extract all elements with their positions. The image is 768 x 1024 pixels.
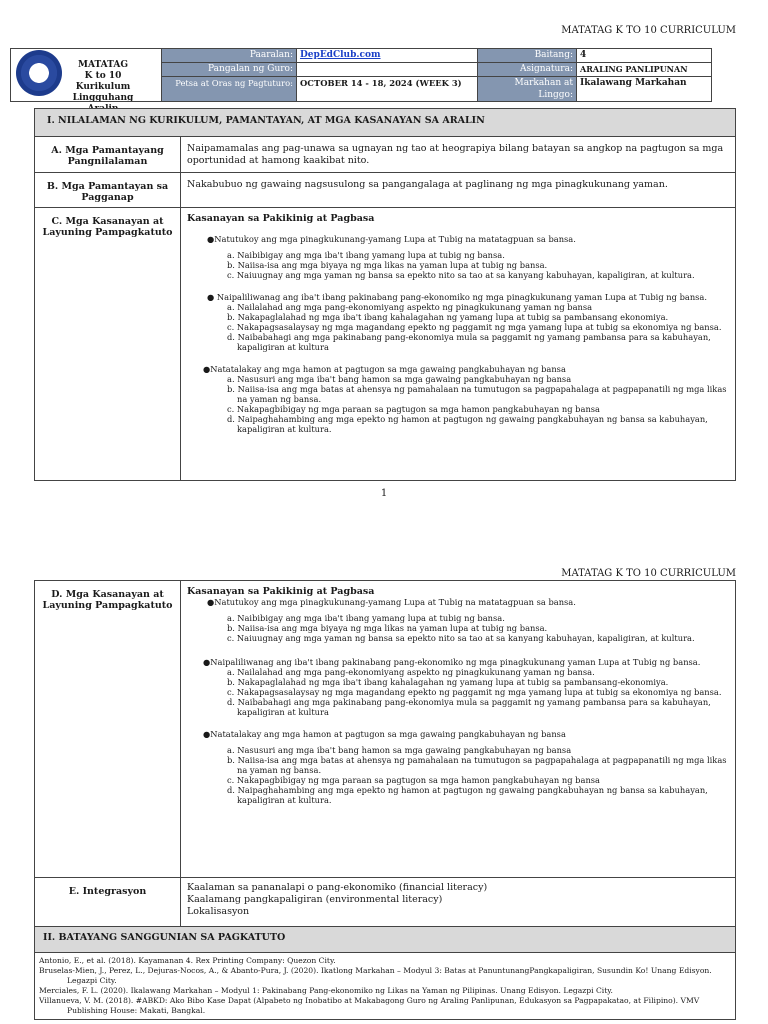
list-item: Kaalaman sa pananalapi o pang-ekonomiko (financial literacy) bbox=[187, 882, 488, 893]
list-item: Bruselas-Mien, J., Perez, L., Dejuras-Nocos, A., & Abanto-Pura, J. (2020). Ikatlong Markahan – Modyul 3: Batas at PanuntunangPangkapaligiran, Susundin Ko! Unang Edisyon. Legazpi City. bbox=[39, 966, 712, 985]
logo-line: K to 10 Kurikulum bbox=[75, 71, 131, 92]
section-1-heading: I. NILALAMAN NG KURIKULUM, PAMANTAYAN, AT MGA KASANAYAN SA ARALIN bbox=[34, 108, 736, 137]
references-list bbox=[34, 953, 736, 1020]
row-label: E. Integrasyon bbox=[35, 878, 181, 926]
list-item: Kaalamang pangkapaligiran (environmental literacy) bbox=[187, 894, 443, 905]
list-item: Lokalisasyon bbox=[187, 906, 250, 917]
row-value: Nakabubuo ng gawaing nagsusulong sa pangangalaga at paglinang ng mga pinagkukunang yaman. bbox=[187, 179, 668, 190]
section-2-heading: II. BATAYANG SANGGUNIAN SA PAGKATUTO bbox=[34, 927, 736, 953]
subject-value: ARALING PANLIPUNAN bbox=[577, 63, 712, 77]
list-item: d. Naipaghahambing ang mga epekto ng hamon at pagtugon ng gawaing pangkabuhayan ng bansa sa kabuhayan, kapaligiran at kultura. bbox=[227, 414, 708, 434]
list-item: Antonio, E., et al. (2018). Kayamanan 4. Rex Printing Company: Quezon City. bbox=[39, 956, 336, 965]
grade-label: Baitang: bbox=[478, 49, 577, 63]
row-learning-competencies-2 bbox=[34, 580, 736, 878]
list-item: ● Naipaliliwanag ang iba't ibang pakinabang pang-ekonomiko ng mga pinagkukunang yaman Lupa at Tubig ng bansa. bbox=[207, 292, 708, 302]
list-item: ●Natutukoy ang mga pinagkukunang-yamang Lupa at Tubig na matatagpuan sa bansa. bbox=[207, 597, 576, 607]
quarter-label: Markahan at Linggo: bbox=[478, 77, 577, 102]
quarter-value: Ikalawang Markahan bbox=[577, 77, 712, 102]
competencies-heading: Kasanayan sa Pakikinig at Pagbasa bbox=[187, 213, 375, 224]
list-item: c. Nakapagbibigay ng mga paraan sa pagtugon sa mga hamon pangkabuhayan ng bansa bbox=[227, 775, 600, 785]
curriculum-label: MATATAG K TO 10 CURRICULUM bbox=[561, 25, 736, 36]
list-item: b. Naiisa-isa ang mga batas at ahensya ng pamahalaan na tumutugon sa pagpapahalaga at pagpapanatili ng mga likas na yaman ng bansa. bbox=[227, 755, 727, 775]
teacher-label: Pangalan ng Guro: bbox=[162, 63, 297, 77]
list-item: Villanueva, V. M. (2018). #ABKD: Ako Bibo Kase Dapat (Alpabeto ng Inobatibo at Makabagong Guro ng Araling Panlipunan, Edukasyon sa Pagpapakatao, at Filipino). VMV Publishing House: Makati, Bangkal. bbox=[39, 996, 700, 1015]
row-label: D. Mga Kasanayan at Layuning Pampagkatuto bbox=[35, 581, 181, 877]
list-item: a. Nailalahad ang mga pang-ekonomiyang aspekto ng pinagkukunang yaman ng bansa bbox=[227, 302, 593, 312]
list-item: b. Nakapaglalahad ng mga iba't ibang kahalagahan ng yamang lupa at tubig sa pambansang ekonomiya. bbox=[227, 312, 669, 322]
logo-line: MATATAG bbox=[77, 60, 129, 70]
page-number: 1 bbox=[380, 488, 388, 499]
row-integration bbox=[34, 878, 736, 927]
date-value: OCTOBER 14 - 18, 2024 (WEEK 3) bbox=[297, 77, 478, 102]
subject-label: Asignatura: bbox=[478, 63, 577, 77]
list-item: a. Naibibigay ang mga iba't ibang yamang lupa at tubig ng bansa. bbox=[227, 250, 505, 260]
teacher-value bbox=[297, 63, 478, 77]
list-item: c. Nakapagbibigay ng mga paraan sa pagtugon sa mga hamon pangkabuhayan ng bansa bbox=[227, 404, 600, 414]
list-item: a. Nasusuri ang mga iba't bang hamon sa mga gawaing pangkabuhayan ng bansa bbox=[227, 374, 572, 384]
school-value[interactable] bbox=[297, 49, 478, 63]
list-item: c. Nakapagsasalaysay ng mga magandang epekto ng paggamit ng mga yamang lupa at tubig sa ekonomiya ng bansa. bbox=[227, 322, 722, 332]
list-item: c. Naiuugnay ang mga yaman ng bansa sa epekto nito sa tao at sa kanyang kabuhayan, kapaligiran, at kultura. bbox=[227, 633, 695, 643]
logo-cell bbox=[11, 49, 162, 102]
row-learning-competencies bbox=[34, 208, 736, 481]
grade-value: 4 bbox=[577, 49, 712, 63]
competencies-heading: Kasanayan sa Pakikinig at Pagbasa bbox=[187, 586, 375, 597]
row-label: B. Mga Pamantayan sa Pagganap bbox=[35, 173, 181, 207]
date-label: Petsa at Oras ng Pagtuturo: bbox=[162, 77, 297, 102]
list-item: c. Nakapagsasalaysay ng mga magandang epekto ng paggamit ng mga yamang lupa at tubig sa ekonomiya ng bansa. bbox=[227, 687, 722, 697]
header-table bbox=[10, 48, 712, 102]
school-label: Paaralan: bbox=[162, 49, 297, 63]
row-label: C. Mga Kasanayan at Layuning Pampagkatuto bbox=[35, 208, 181, 480]
competencies-list bbox=[187, 587, 729, 805]
list-item: ●Naipaliliwanag ang iba't ibang pakinabang pang-ekonomiko ng mga pinagkukunang yaman Lupa at Tubig ng bansa. bbox=[203, 657, 701, 667]
list-item: Merciales, F. L. (2020). Ikalawang Markahan – Modyul 1: Pakinabang Pang-ekonomiko ng Likas na Yaman ng Pilipinas. Unang Edisyon. Legazpi City. bbox=[39, 986, 613, 995]
list-item: a. Nasusuri ang mga iba't bang hamon sa mga gawaing pangkabuhayan ng bansa bbox=[227, 745, 572, 755]
list-item: d. Naibabahagi ang mga pakinabang pang-ekonomiya mula sa paggamit ng yamang pambansa para sa kabuhayan, kapaligiran at kultura bbox=[227, 332, 711, 352]
list-item: ●Natatalakay ang mga hamon at pagtugon sa mga gawaing pangkabuhayan ng bansa bbox=[203, 364, 566, 374]
list-item: d. Naipaghahambing ang mga epekto ng hamon at pagtugon ng gawaing pangkabuhayan ng bansa sa kabuhayan, kapaligiran at kultura. bbox=[227, 785, 708, 805]
curriculum-label: MATATAG K TO 10 CURRICULUM bbox=[561, 568, 736, 579]
integration-list bbox=[187, 882, 729, 918]
row-content-standards bbox=[34, 137, 736, 173]
school-link[interactable]: DepEdClub.com bbox=[300, 50, 381, 60]
list-item: b. Naiisa-isa ang mga biyaya ng mga likas na yaman lupa at tubig ng bansa. bbox=[227, 623, 548, 633]
row-performance-standards bbox=[34, 173, 736, 208]
competencies-list bbox=[187, 214, 729, 434]
list-item: ●Natatalakay ang mga hamon at pagtugon sa mga gawaing pangkabuhayan ng bansa bbox=[203, 729, 566, 739]
logo-line: Lingguhang bbox=[72, 93, 134, 103]
row-value: Naipamamalas ang pag-unawa sa ugnayan ng tao at heograpiya bilang batayan sa angkop na pagtugon sa mga oportunidad at hamong kaakibat nito. bbox=[187, 143, 724, 166]
list-item: b. Naiisa-isa ang mga biyaya ng mga likas na yaman lupa at tubig ng bansa. bbox=[227, 260, 548, 270]
list-item: ●Natutukoy ang mga pinagkukunang-yamang Lupa at Tubig na matatagpuan sa bansa. bbox=[207, 234, 576, 244]
list-item: d. Naibabahagi ang mga pakinabang pang-ekonomiya mula sa paggamit ng yamang pambansa para sa kabuhayan, kapaligiran at kultura bbox=[227, 697, 711, 717]
list-item: b. Naiisa-isa ang mga batas at ahensya ng pamahalaan na tumutugon sa pagpapahalaga at pagpapanatili ng mga likas na yaman ng bansa. bbox=[227, 384, 727, 404]
list-item: a. Naibibigay ang mga iba't ibang yamang lupa at tubig ng bansa. bbox=[227, 613, 505, 623]
list-item: c. Naiuugnay ang mga yaman ng bansa sa epekto nito sa tao at sa kanyang kabuhayan, kapaligiran, at kultura. bbox=[227, 270, 695, 280]
row-label: A. Mga Pamantayang Pangnilalaman bbox=[35, 137, 181, 172]
list-item: a. Nailalahad ang mga pang-ekonomiyang aspekto ng pinagkukunang yaman ng bansa. bbox=[227, 667, 595, 677]
list-item: b. Nakapaglalahad ng mga iba't ibang kahalagahan ng yamang lupa at tubig sa pambansang-ekonomiya. bbox=[227, 677, 669, 687]
